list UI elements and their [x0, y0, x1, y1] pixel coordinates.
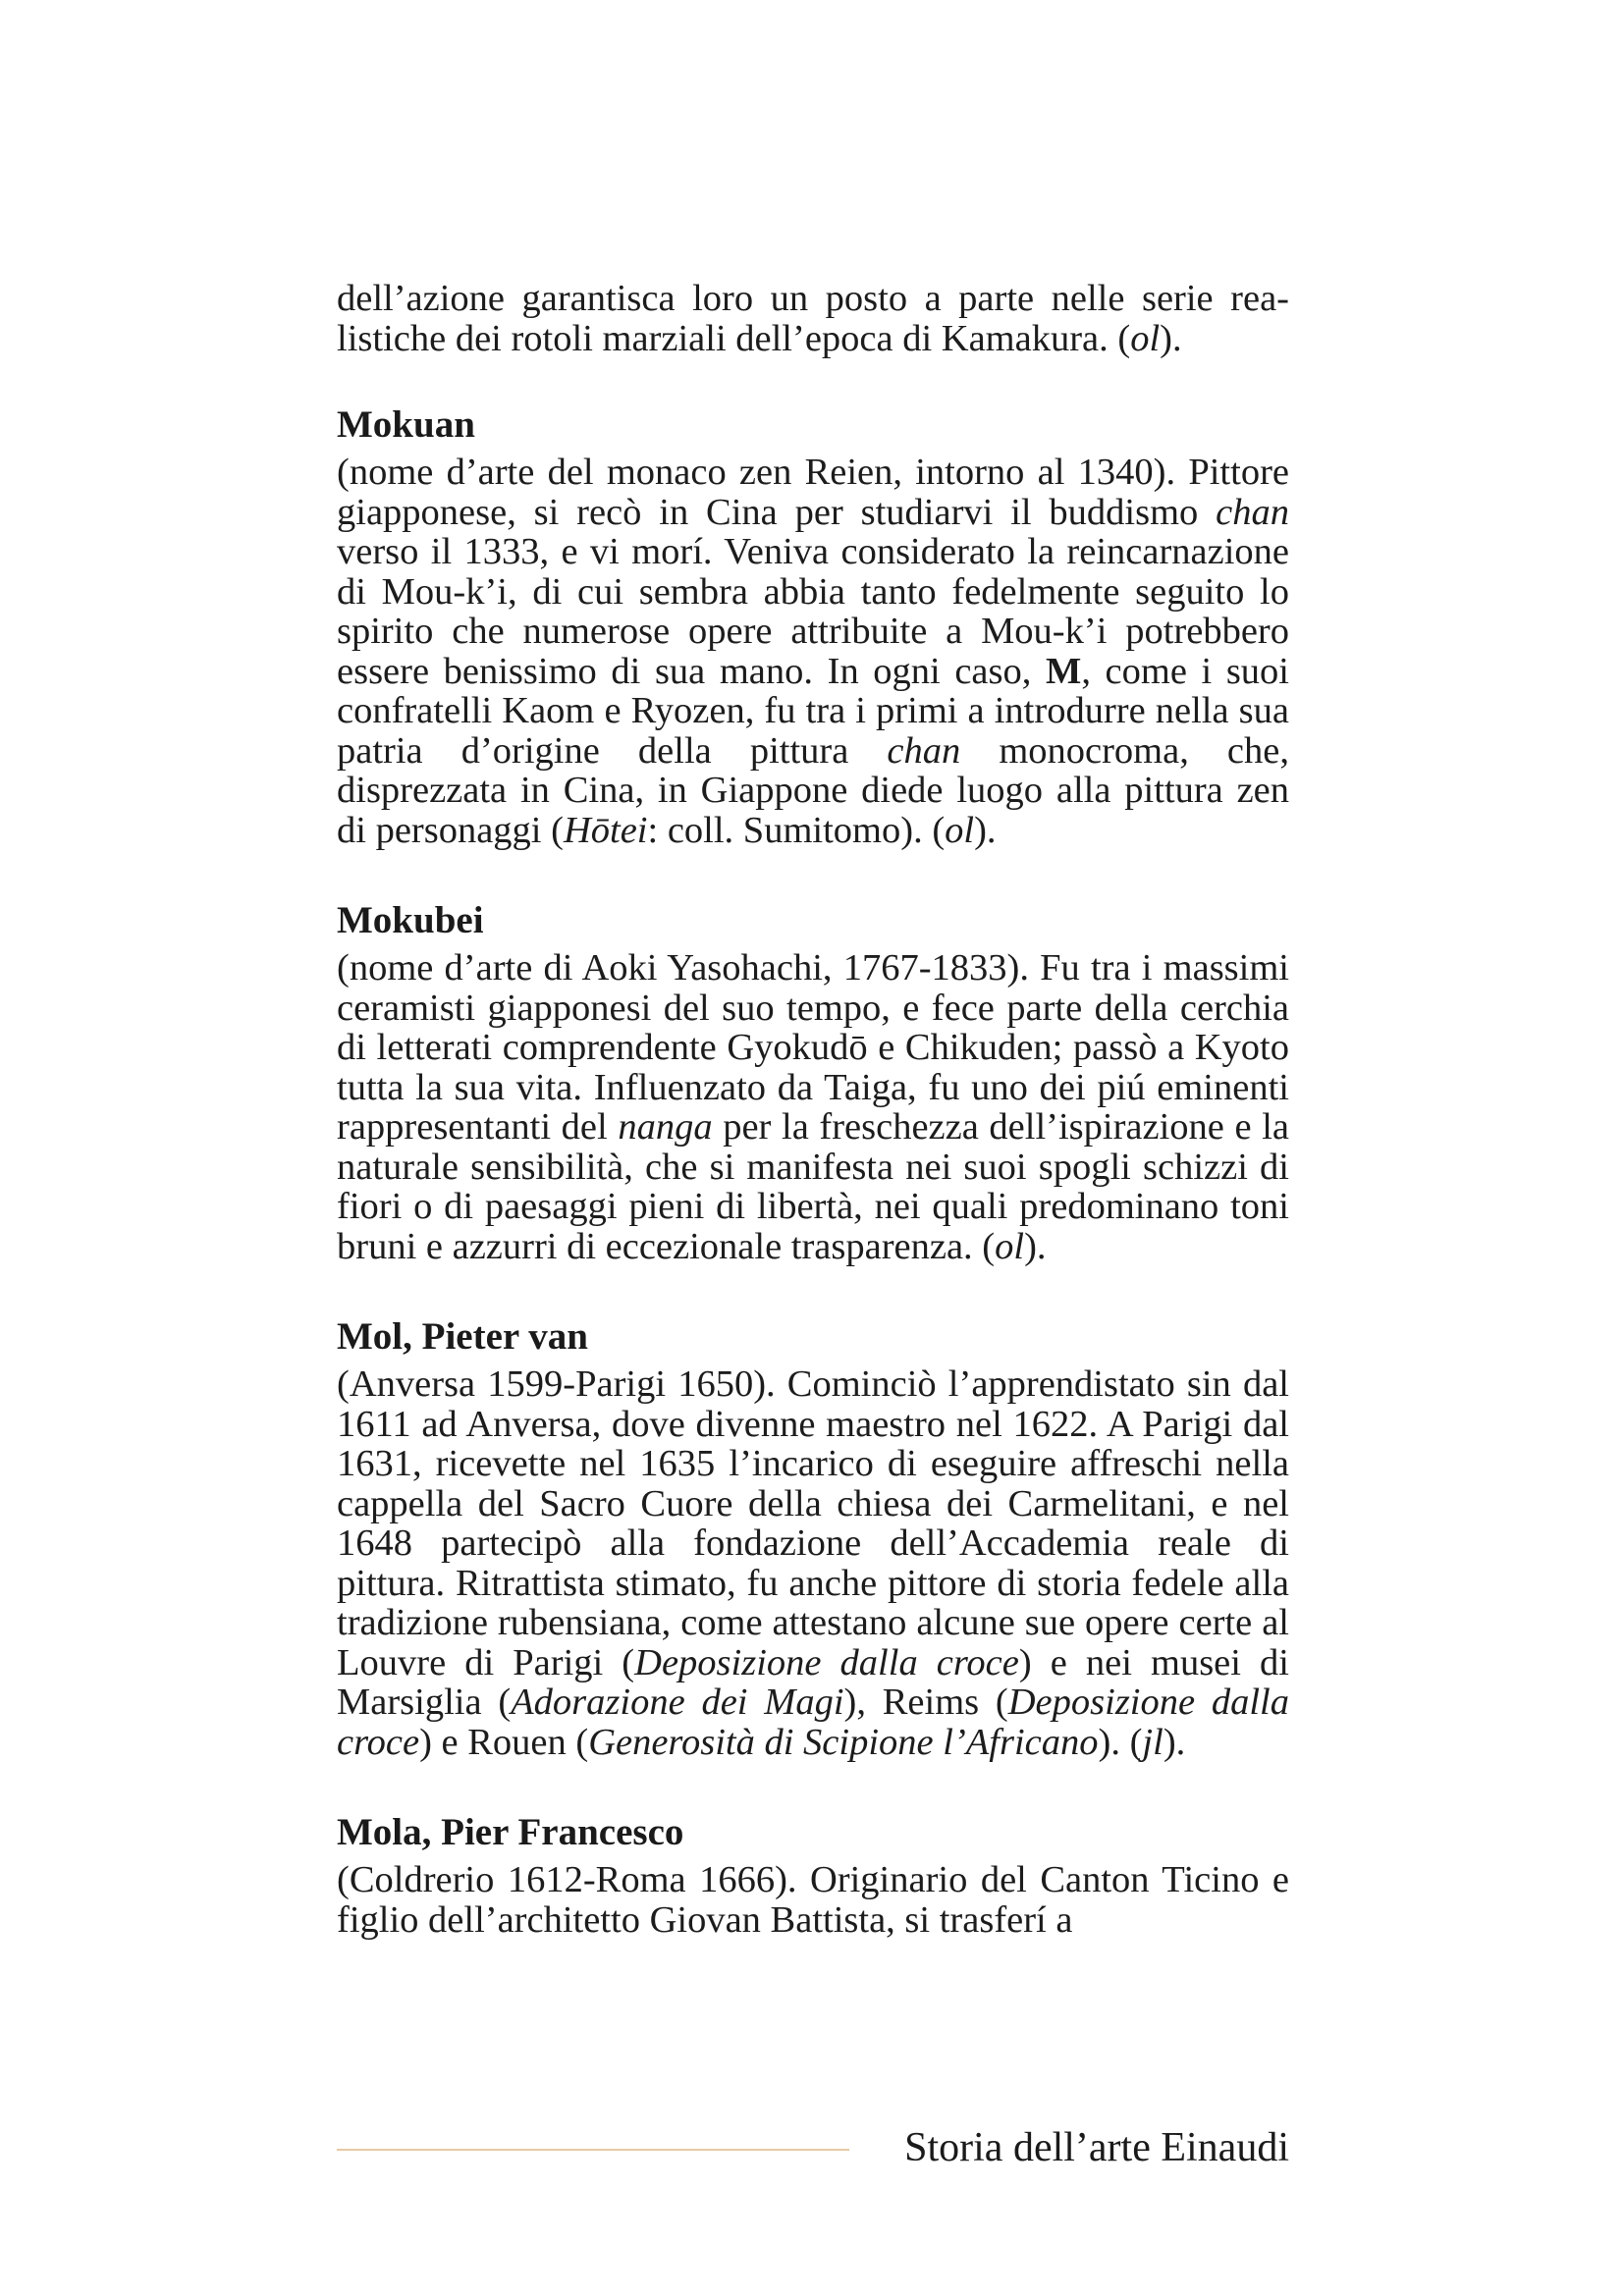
- page-footer: [337, 2120, 1289, 2175]
- entry-body: (nome d’arte del monaco zen Reien, intorno al 1340). Pittore giapponese, si recò in Cina per studiarvi il buddismo chan verso il 1333, e vi morí. Veniva considerato la reincarnazione di Mou-k’i, di cui sembra abbia tanto fedelmente seguito lo spirito che numerose opere attribuite a Mou-k’i potrebbero essere benissimo di sua mano. In ogni caso, M, come i suoi confratelli Kaom e Ryozen, fu tra i primi a introdurre nella sua patria d’origine della pittura chan monocroma, che, disprezzata in Cina, in Giappone diede luogo alla pittura zen di personaggi (Hōtei: coll. Sumitomo). (ol).: [337, 452, 1290, 851]
- author-signature: jl: [1142, 1721, 1163, 1763]
- author-signature: ol: [945, 809, 975, 851]
- entry-body: (Coldrerio 1612-Roma 1666). Originario del Canton Ticino e figlio dell’architetto Giovan Battista, si trasferí a: [337, 1859, 1289, 1941]
- page-body: [337, 279, 1289, 1987]
- entry-mola-pier-francesco: [337, 1809, 1289, 1940]
- entry-title: Mol, Pieter van: [337, 1315, 588, 1358]
- footer-publication-title: Storia dell’arte Einaudi: [904, 2125, 1289, 2170]
- entry-mol-pieter-van: [337, 1313, 1289, 1762]
- entry-mokubei: [337, 897, 1289, 1266]
- entry-title: Mokuan: [337, 403, 475, 446]
- author-signature: ol: [995, 1225, 1025, 1267]
- entry-body: (nome d’arte di Aoki Yasohachi, 1767-1833). Fu tra i massimi ceramisti giapponesi del suo tempo, e fece parte della cerchia di letterati comprendente Gyokudō e Chikuden; passò a Kyoto tutta la sua vita. Influenzato da Taiga, fu uno dei piú eminenti rappresentanti del nanga per la freschezza dell’ispirazione e la naturale sensibilità, che si manifesta nei suoi spogli schizzi di fiori o di paesaggi pieni di libertà, nei quali predominano toni bruni e azzurri di eccezionale trasparenza. (ol).: [337, 947, 1289, 1267]
- entry-body: (Anversa 1599-Parigi 1650). Cominciò l’apprendistato sin dal 1611 ad Anversa, dove divenne maestro nel 1622. A Parigi dal 1631, ricevette nel 1635 l’incarico di eseguire affreschi nella cappella del Sacro Cuore della chiesa dei Carmelitani, e nel 1648 partecipò alla fondazione dell’Accademia reale di pittura. Ritrattista stimato, fu anche pittore di storia fedele alla tradizione rubensiana, come attestano alcune sue opere certe al Louvre di Parigi (Deposizione dalla croce) e nei musei di Marsiglia (Adorazione dei Magi), Reims (Deposizione dalla croce) e Rouen (Generosità di Scipione l’Africano). (jl).: [337, 1363, 1290, 1763]
- entry-title: Mola, Pier Francesco: [337, 1811, 684, 1853]
- footer-divider: [337, 2149, 849, 2151]
- continuation-paragraph: dell’azione garantisca loro un posto a parte nelle serie realistiche dei rotoli marziali dell’epoca di Kamakura. (ol).: [337, 278, 1289, 359]
- author-signature: ol: [1130, 317, 1161, 359]
- entry-mokuan: [337, 401, 1289, 850]
- entry-title: Mokubei: [337, 899, 484, 941]
